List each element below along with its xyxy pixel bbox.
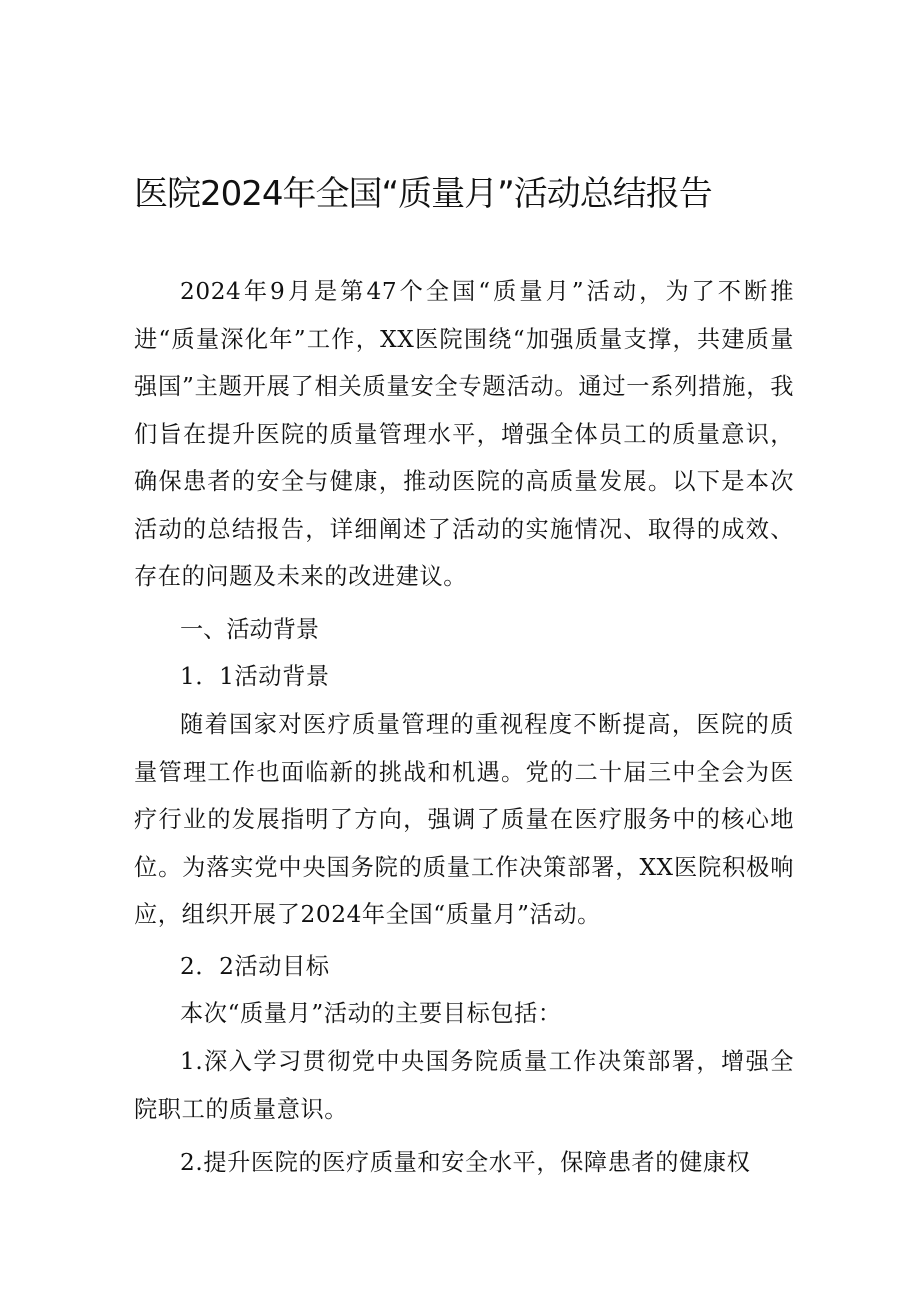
subsection-heading-1-2: 2．2活动目标 [180, 953, 330, 980]
goal-item-1: 1.深入学习贯彻党中央国务院质量工作决策部署，增强全院职工的质量意识。 [134, 1048, 794, 1123]
goal-item-2: 2.提升医院的医疗质量和安全水平，保障患者的健康权 [180, 1149, 751, 1176]
goals-intro: 本次“质量月”活动的主要目标包括： [180, 1000, 562, 1027]
section-heading-background: 一、活动背景 [180, 616, 320, 643]
intro-paragraph: 2024年9月是第47个全国“质量月”活动，为了不断推进“质量深化年”工作，XX医院围绕“加强质量支撑，共建质量强国”主题开展了相关质量安全专题活动。通过一系列措施，我们旨在提升医院的质量管理水平，增强全体员工的质量意识，确保患者的安全与健康，推动医院的高质量发展。以下是本次活动的总结报告，详细阐述了活动的实施情况、取得的成效、存在的问题及未来的改进建议。 [134, 278, 794, 590]
subsection-heading-1-1: 1．1活动背景 [180, 663, 330, 690]
background-paragraph: 随着国家对医疗质量管理的重视程度不断提高，医院的质量管理工作也面临新的挑战和机遇。党的二十届三中全会为医疗行业的发展指明了方向，强调了质量在医疗服务中的核心地位。为落实党中央国务院的质量工作决策部署，XX医院积极响应，组织开展了2024年全国“质量月”活动。 [134, 711, 794, 928]
document-title: 医院2024年全国“质量月”活动总结报告 [134, 174, 712, 214]
